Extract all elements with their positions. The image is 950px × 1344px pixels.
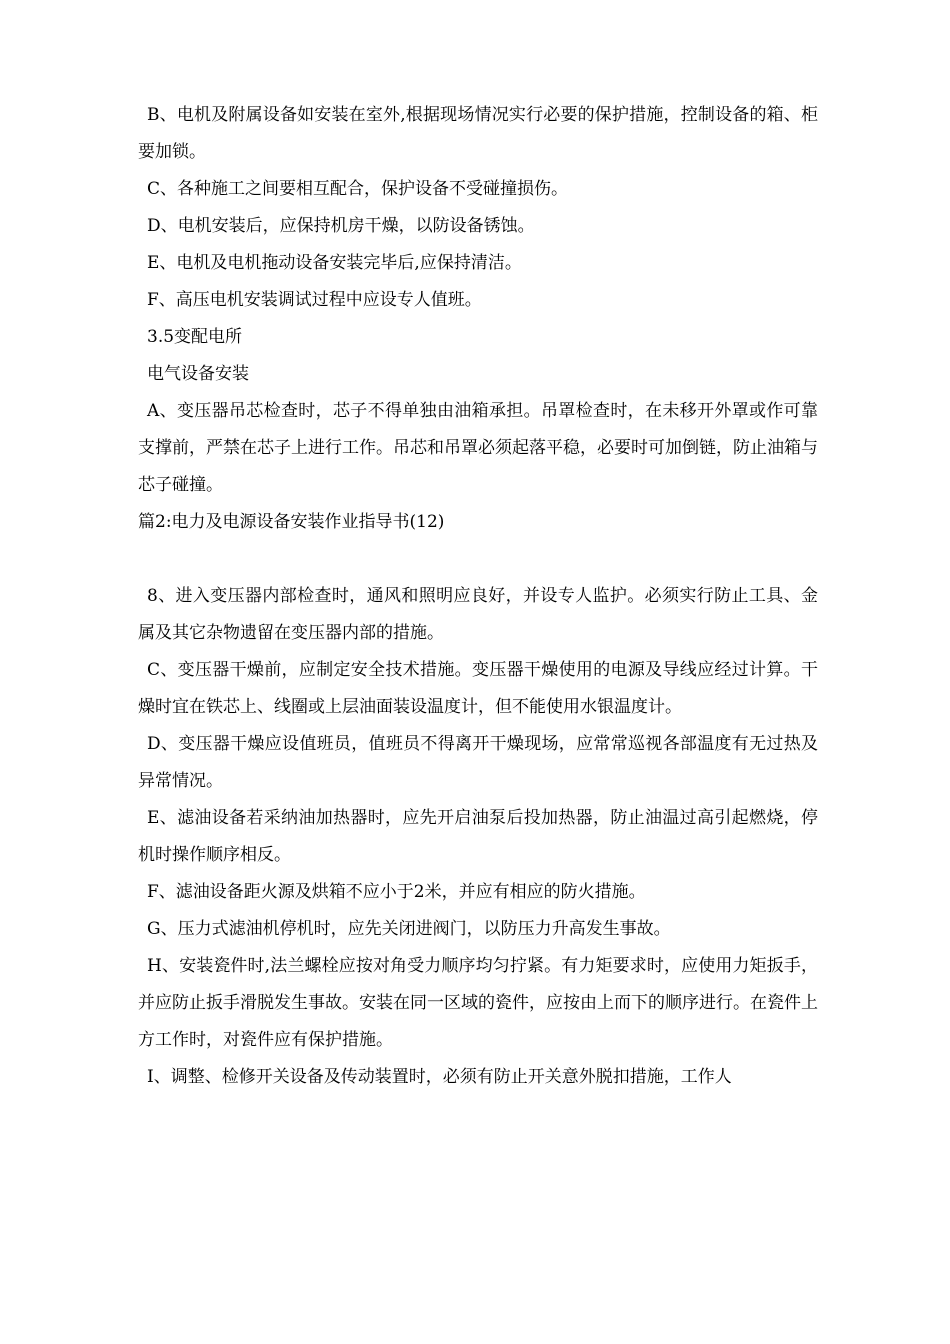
article-title: 篇2:电力及电源设备安装作业指导书(12) xyxy=(138,512,445,532)
subsection-heading: 电气设备安装 xyxy=(147,364,249,384)
paragraph-b: B、电机及附属设备如安装在室外,根据现场情况实行必要的保护措施，控制设备的箱、柜要加锁。 xyxy=(138,105,818,162)
paragraph-d: D、电机安装后，应保持机房干燥，以防设备锈蚀。 xyxy=(147,216,535,236)
paragraph-g: G、压力式滤油机停机时，应先关闭进阀门，以防压力升高发生事故。 xyxy=(147,919,671,939)
paragraph-f2: F、滤油设备距火源及烘箱不应小于2米，并应有相应的防火措施。 xyxy=(147,882,646,902)
document-page xyxy=(138,97,818,1096)
paragraph-c: C、各种施工之间要相互配合，保护设备不受碰撞损伤。 xyxy=(147,179,569,199)
paragraph-d2: D、变压器干燥应设值班员，值班员不得离开干燥现场，应常常巡视各部温度有无过热及异常情况。 xyxy=(138,734,818,791)
paragraph-c2: C、变压器干燥前，应制定安全技术措施。变压器干燥使用的电源及导线应经过计算。干燥时宜在铁芯上、线圈或上层油面装设温度计，但不能使用水银温度计。 xyxy=(138,660,818,717)
paragraph-e: E、电机及电机拖动设备安装完毕后,应保持清洁。 xyxy=(147,253,522,273)
paragraph-e2: E、滤油设备若采纳油加热器时，应先开启油泵后投加热器，防止油温过高引起燃烧，停机时操作顺序相反。 xyxy=(138,808,818,865)
paragraph-a: A、变压器吊芯检查时，芯子不得单独由油箱承担。吊罩检查时，在未移开外罩或作可靠支撑前，严禁在芯子上进行工作。吊芯和吊罩必须起落平稳，必要时可加倒链，防止油箱与芯子碰撞。 xyxy=(138,401,818,495)
paragraph-i: I、调整、检修开关设备及传动装置时，必须有防止开关意外脱扣措施，工作人 xyxy=(147,1067,732,1087)
section-heading-3-5: 3.5变配电所 xyxy=(147,327,243,347)
blank-line xyxy=(138,541,818,578)
paragraph-f: F、高压电机安装调试过程中应设专人值班。 xyxy=(147,290,482,310)
paragraph-8: 8、进入变压器内部检查时，通风和照明应良好，并设专人监护。必须实行防止工具、金属及其它杂物遗留在变压器内部的措施。 xyxy=(138,586,818,643)
paragraph-h: H、安装瓷件时,法兰螺栓应按对角受力顺序均匀拧紧。有力矩要求时，应使用力矩扳手，并应防止扳手滑脱发生事故。安装在同一区域的瓷件，应按由上而下的顺序进行。在瓷件上方工作时，对瓷件应有保护措施。 xyxy=(138,956,818,1050)
